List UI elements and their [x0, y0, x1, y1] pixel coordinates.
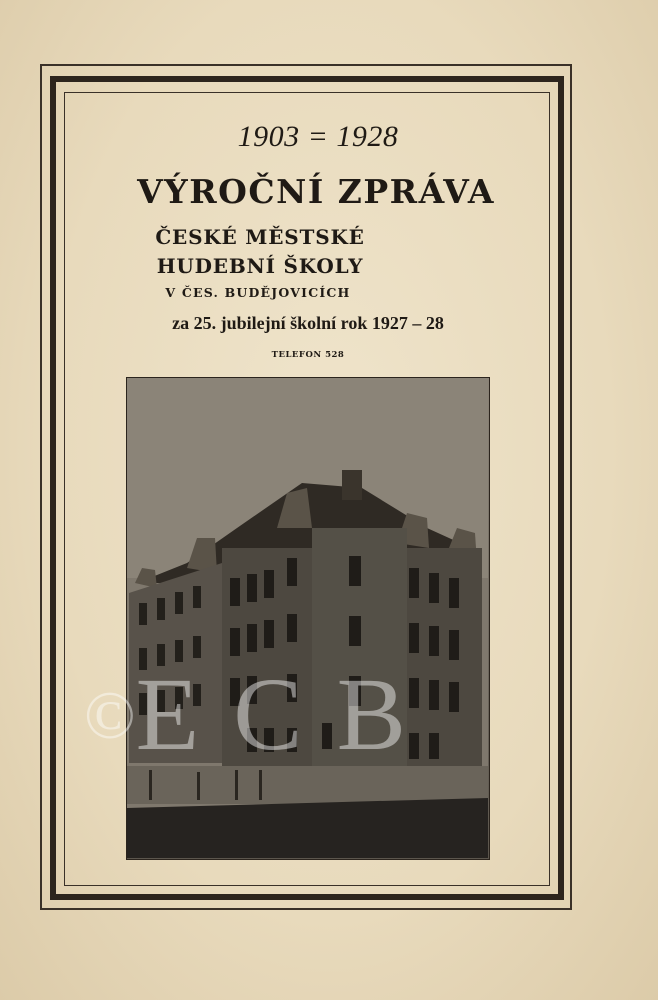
- ecb-watermark: [84, 657, 604, 772]
- place-line: V ČES. BUDĚJOVICÍCH: [165, 285, 351, 300]
- watermark-text: ECB: [135, 657, 440, 772]
- report-title: VÝROČNÍ ZPRÁVA: [137, 172, 495, 211]
- subtitle-line-1: ČESKÉ MĚSTSKÉ: [155, 225, 365, 249]
- years-heading: 1903 = 1928: [237, 120, 399, 153]
- school-year-line: za 25. jubilejní školní rok 1927 – 28: [172, 313, 444, 333]
- copyright-symbol: ©: [84, 677, 136, 753]
- school-building-photo: [126, 377, 490, 860]
- building-illustration: [127, 378, 488, 858]
- telephone-line: TELEFON 528: [271, 350, 345, 360]
- subtitle-line-2: HUDEBNÍ ŠKOLY: [156, 254, 364, 278]
